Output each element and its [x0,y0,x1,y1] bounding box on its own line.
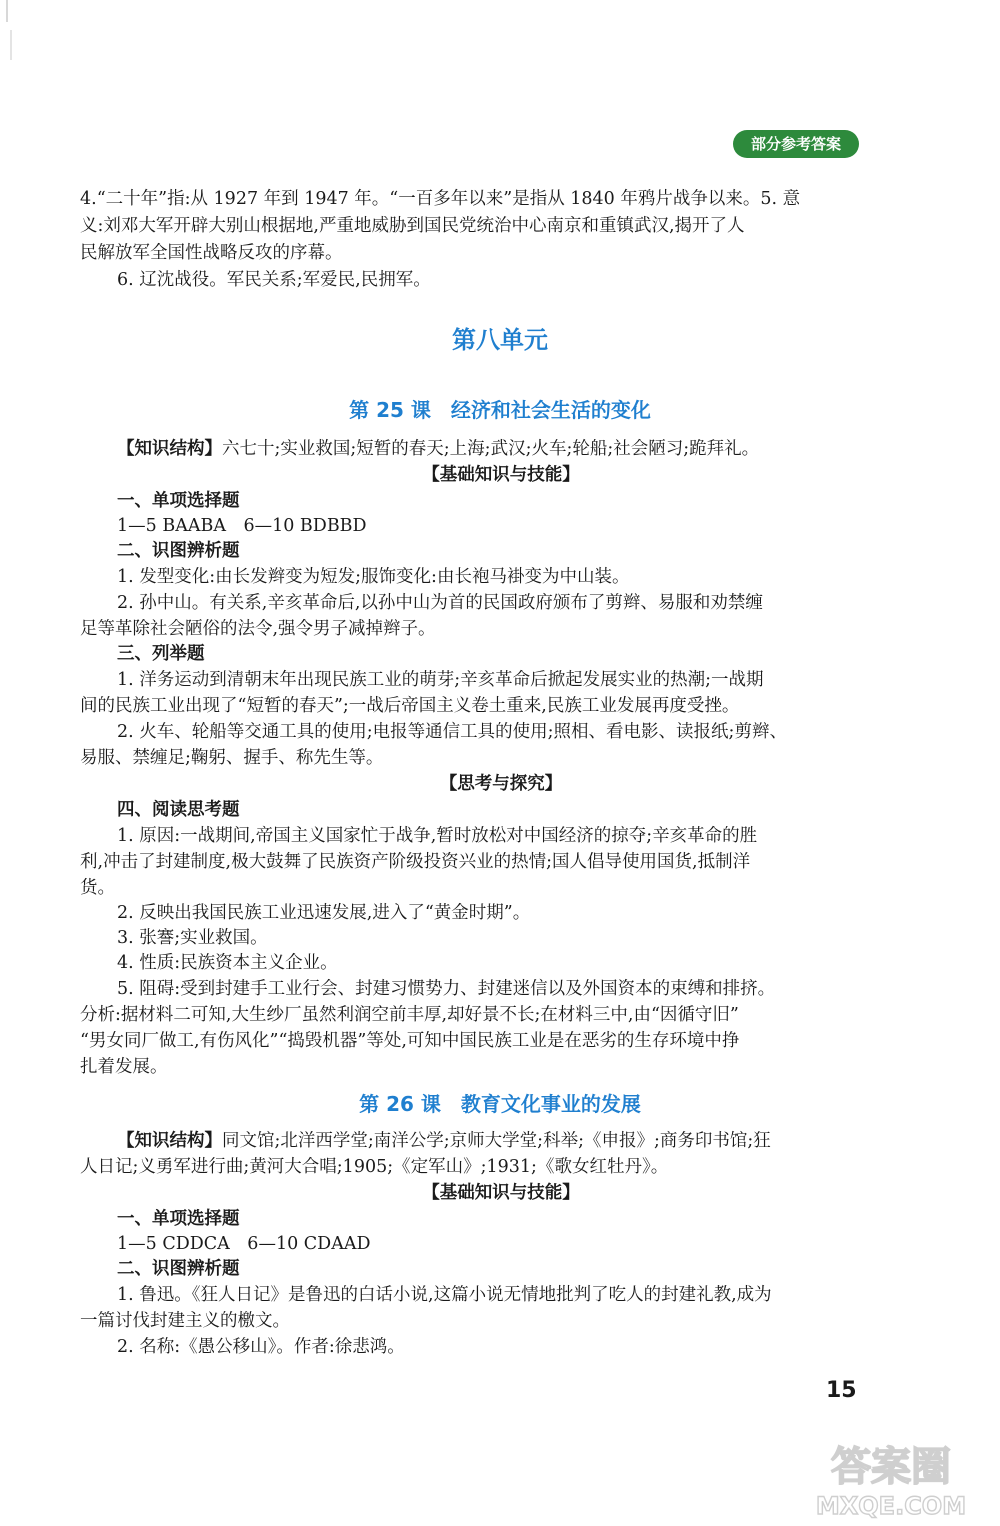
scan-edge-mark [2,0,16,70]
l26-sec1-title: 一、单项选择题 [117,1209,240,1229]
lesson-25-title: 第 25 课 经济和社会生活的变化 [349,398,651,422]
l25-sec4-a5-line4: 扎着发展。 [80,1057,168,1077]
answer-key-badge: 部分参考答案 [733,130,859,158]
l25-sec3-title: 三、列举题 [117,644,205,664]
l25-sec4-a4: 4. 性质:民族资本主义企业。 [117,953,338,973]
l25-sec4-title: 四、阅读思考题 [117,800,240,820]
l26-sec2-a2: 2. 名称:《愚公移山》。作者:徐悲鸿。 [117,1337,405,1357]
l25-sec2-a2-line1: 2. 孙中山。有关系,辛亥革命后,以孙中山为首的民国政府颁布了剪辫、易服和劝禁缠 [117,593,763,613]
l26-basics-heading: 【基础知识与技能】 [422,1183,580,1203]
l25-sec4-a1-line2: 利,冲击了封建制度,极大鼓舞了民族资产阶级投资兴业的热情;国人倡导使用国货,抵制洋 [80,852,751,872]
l25-basics-heading: 【基础知识与技能】 [422,465,580,485]
l25-sec4-a3: 3. 张謇;实业救国。 [117,928,268,948]
l25-sec4-a5-line1: 5. 阻碍:受到封建手工业行会、封建习惯势力、封建迷信以及外国资本的束缚和排挤。 [117,979,776,999]
intro-line-3: 民解放军全国性战略反攻的序幕。 [80,243,343,263]
l25-sec4-a1-line1: 1. 原因:一战期间,帝国主义国家忙于战争,暂时放松对中国经济的掠夺;辛亥革命的胜 [117,826,758,846]
intro-line-2: 义:刘邓大军开辟大别山根据地,严重地威胁到国民党统治中心南京和重镇武汉,揭开了人 [80,216,745,236]
l26-structure-text-1: 同文馆;北洋西学堂;南洋公学;京师大学堂;科举;《申报》;商务印书馆;狂 [222,1131,771,1151]
intro-line-1: 4.“二十年”指:从 1927 年到 1947 年。“一百多年以来”是指从 1840 年鸦片战争以来。5. 意 [80,189,801,209]
l25-sec3-a1-line2: 间的民族工业出现了“短暂的春天”;一战后帝国主义卷土重来,民族工业发展再度受挫。 [80,696,740,716]
l25-sec4-a5-line2: 分析:据材料二可知,大生纱厂虽然利润空前丰厚,却好景不长;在材料三中,由“因循守旧” [80,1005,739,1025]
l26-sec2-a1-line2: 一篇讨伐封建主义的檄文。 [80,1311,290,1331]
l25-sec1-answers: 1—5 BAABA 6—10 BDBBD [117,516,367,536]
l26-structure [117,1128,922,1154]
l25-structure-label: 【知识结构】 [117,439,222,459]
l25-sec3-a1-line1: 1. 洋务运动到清朝末年出现民族工业的萌芽;辛亥革命后掀起发展实业的热潮;一战期 [117,670,764,690]
l26-structure-text-2: 人日记;义勇军进行曲;黄河大合唱;1905;《定军山》;1931;《歌女红牡丹》。 [80,1157,669,1177]
unit-title: 第八单元 [452,326,548,354]
l25-sec2-title: 二、识图辨析题 [117,541,240,561]
l25-sec4-a5-line3: “男女同厂做工,有伤风化”“捣毁机器”等处,可知中国民族工业是在恶劣的生存环境中挣 [80,1031,740,1051]
intro-line-4: 6. 辽沈战役。军民关系;军爱民,民拥军。 [117,270,431,290]
watermark-logo [796,1434,986,1520]
l26-structure-label: 【知识结构】 [117,1131,222,1151]
watermark-text-bottom: MXQE.COM [815,1492,967,1520]
l25-explore-heading: 【思考与探究】 [439,774,563,794]
l25-sec1-title: 一、单项选择题 [117,491,240,511]
l25-sec4-a1-line3: 货。 [80,878,115,898]
lesson-26-title: 第 26 课 教育文化事业的发展 [359,1092,641,1116]
l25-sec3-a2-line1: 2. 火车、轮船等交通工具的使用;电报等通信工具的使用;照相、看电影、读报纸;剪辫、 [117,722,787,742]
l25-structure [117,436,922,462]
watermark-text-top: 答案圈 [831,1444,951,1490]
l25-sec2-a2-line2: 足等革除社会陋俗的法令,强令男子减掉辫子。 [80,619,436,639]
l25-structure-text: 六七十;实业救国;短暂的春天;上海;武汉;火车;轮船;社会陋习;跪拜礼。 [222,439,760,459]
l26-sec2-a1-line1: 1. 鲁迅。《狂人日记》是鲁迅的白话小说,这篇小说无情地批判了吃人的封建礼教,成为 [117,1285,772,1305]
l26-sec1-answers: 1—5 CDDCA 6—10 CDAAD [117,1234,371,1254]
l25-sec2-a1: 1. 发型变化:由长发辫变为短发;服饰变化:由长袍马褂变为中山装。 [117,567,630,587]
page-number: 15 [826,1378,857,1403]
l26-sec2-title: 二、识图辨析题 [117,1259,240,1279]
l25-sec3-a2-line2: 易服、禁缠足;鞠躬、握手、称先生等。 [80,748,384,768]
l25-sec4-a2: 2. 反映出我国民族工业迅速发展,进入了“黄金时期”。 [117,903,531,923]
